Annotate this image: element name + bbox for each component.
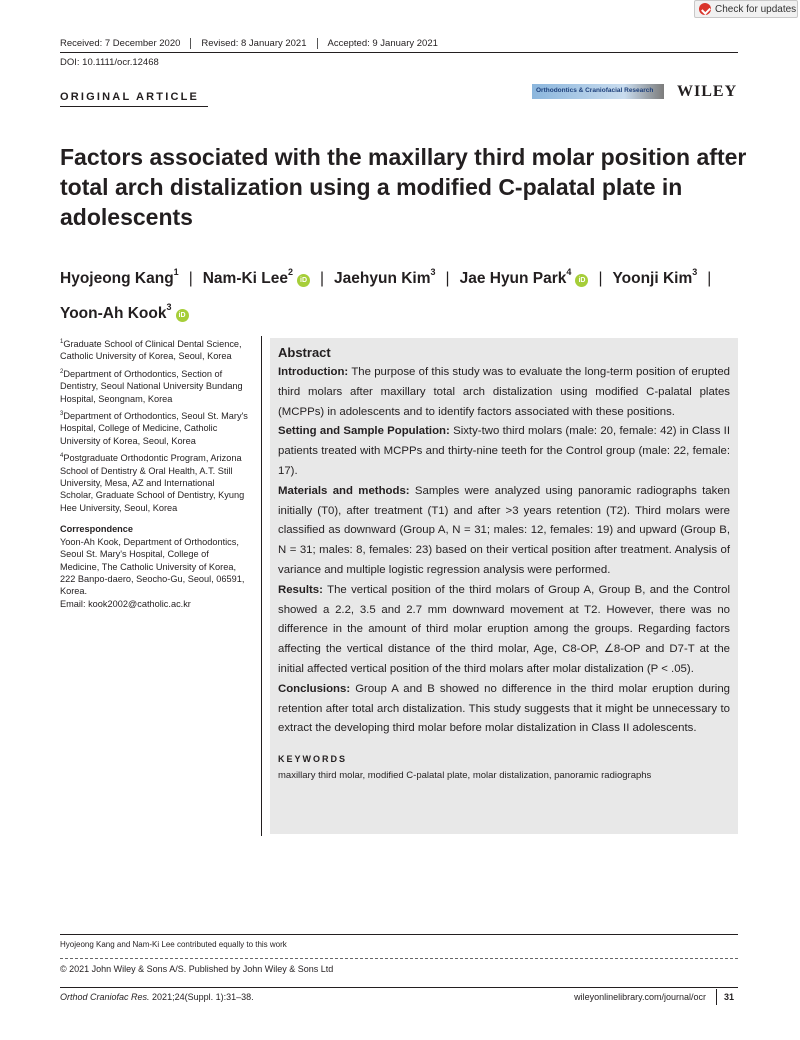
- affiliations-column: [60, 336, 250, 610]
- accepted-date: Accepted: 9 January 2021: [317, 38, 448, 49]
- received-date: Received: 7 December 2020: [60, 38, 181, 49]
- copyright: © 2021 John Wiley & Sons A/S. Published by John Wiley & Sons Ltd: [60, 964, 334, 974]
- author[interactable]: Jae Hyun Park$^4$iD: [460, 270, 589, 287]
- orcid-icon[interactable]: iD: [575, 274, 588, 287]
- article-title: Factors associated with the maxillary third molar position after total arch distalization using a modified C-palatal plate in adolescents: [60, 144, 747, 230]
- check-for-updates-label: Check for updates: [715, 3, 797, 15]
- column-divider: [261, 336, 262, 836]
- author-separator: |: [188, 270, 193, 287]
- keywords-heading: KEYWORDS: [278, 754, 348, 765]
- footnote-divider: [60, 934, 738, 935]
- check-for-updates-button[interactable]: [694, 0, 798, 18]
- author-separator: |: [320, 270, 325, 287]
- doi[interactable]: DOI: 10.1111/ocr.12468: [60, 57, 159, 68]
- abstract-box: [270, 338, 738, 834]
- copyright-divider: [60, 958, 738, 959]
- journal-url[interactable]: wileyonlinelibrary.com/journal/ocr: [574, 992, 706, 1002]
- author[interactable]: Hyojeong Kang$^1$: [60, 267, 179, 287]
- header-divider: [60, 52, 738, 53]
- page-number: 31: [724, 992, 735, 1002]
- abstract-heading: Abstract: [278, 345, 331, 360]
- author-separator: |: [707, 270, 712, 287]
- page-number-divider: [716, 989, 717, 1005]
- correspondence-email[interactable]: Email: kook2002@catholic.ac.kr: [60, 598, 191, 609]
- footer-divider: [60, 987, 738, 988]
- abstract-setting: Setting and Sample Population: Sixty-two third molars (male: 20, female: 42) in Class II patients treated with MCPPs and thirty-nine teeth for the Control group (male: 22, female: 17).: [278, 425, 731, 477]
- revised-date: Revised: 8 January 2021: [190, 38, 316, 49]
- author[interactable]: Yoonji Kim$^3$: [612, 267, 698, 287]
- article-type-underline: [60, 106, 208, 107]
- journal-banner-logo: [532, 84, 664, 99]
- check-icon: [699, 3, 711, 15]
- author-separator: |: [598, 270, 603, 287]
- correspondence-heading: Correspondence: [60, 524, 134, 535]
- citation: Orthod Craniofac Res. 2021;24(Suppl. 1):31–38.: [60, 992, 254, 1002]
- abstract-methods: Materials and methods: Samples were analyzed using panoramic radiographs taken initially (T0), after treatment (T1) and after >3 years retention (T2). Third molars were classified as downward (Group A, N = 31; males: 12, females: 19) and upward (Group B, N = 31; males: 8, females: 23) based on their vertical position after treatment. Analysis of variance and multiple logistic regression analysis were performed.: [278, 484, 730, 576]
- affiliation: $^3$Department of Orthodontics, Seoul St. Mary's Hospital, College of Medicine, Catholic University of Korea, Seoul, Korea: [60, 411, 248, 446]
- author[interactable]: Yoon-Ah Kook$^3$iD: [60, 305, 189, 322]
- abstract-results: Results: The vertical position of the third molars of Group A, Group B, and the Control showed a 2.2, 3.5 and 2.7 mm downward movement at T2. However, there was no difference in the amount of third molar eruption among the groups. Regarding factors affecting the vertical distance of the third molar, Age, C8-OP, ∠8-OP and D7-T at the initial affected vertical position of the third molars after molar distalization (P < .05).: [278, 583, 730, 675]
- author-separator: |: [445, 270, 450, 287]
- keywords-list: maxillary third molar, modified C-palatal plate, molar distalization, panoramic radiographs: [278, 770, 652, 782]
- article-type: ORIGINAL ARTICLE: [60, 91, 200, 103]
- abstract-conclusions: Conclusions: Group A and B showed no difference in the third molar eruption during retention after total arch distalization. This study suggests that it might be unnecessary to extract the developing third molar before molar distalization in Class II adolescents.: [278, 682, 730, 735]
- affiliation: $^2$Department of Orthodontics, Section of Dentistry, Seoul National University Bundang Hospital, Seongnam, Korea: [60, 368, 243, 404]
- footnote: Hyojeong Kang and Nam-Ki Lee contributed equally to this work: [60, 940, 287, 949]
- publisher-logo: WILEY: [677, 83, 738, 100]
- journal-banner-text: Orthodontics & Craniofacial Research: [536, 87, 654, 94]
- article-dates: [60, 38, 448, 49]
- affiliation: $^1$Graduate School of Clinical Dental Science, Catholic University of Korea, Seoul, Korea: [60, 339, 242, 362]
- abstract-introduction: Introduction: The purpose of this study was to evaluate the long-term position of erupted third molars after maxillary total arch distalization using modified C-palatal plates (MCPPs) in adolescents and to identify factors associated with these positions.: [278, 366, 730, 418]
- affiliation: $^4$Postgraduate Orthodontic Program, Arizona School of Dentistry & Oral Health, A.T. Still University, Mesa, AZ and International Scholar, Graduate School of Dentistry, Kyung Hee University, Seoul, Korea: [60, 453, 245, 513]
- author[interactable]: Nam-Ki Lee$^2$iD: [203, 270, 310, 287]
- correspondence-address: Yoon-Ah Kook, Department of Orthodontics, Seoul St. Mary's Hospital, College of Medicine, The Catholic University of Korea, 222 Banpo-daero, Seocho-Gu, Seoul, 06591, Korea.: [60, 536, 245, 597]
- orcid-icon[interactable]: iD: [176, 309, 189, 322]
- author[interactable]: Jaehyun Kim$^3$: [334, 267, 436, 287]
- orcid-icon[interactable]: iD: [297, 274, 310, 287]
- author-list: [60, 258, 750, 328]
